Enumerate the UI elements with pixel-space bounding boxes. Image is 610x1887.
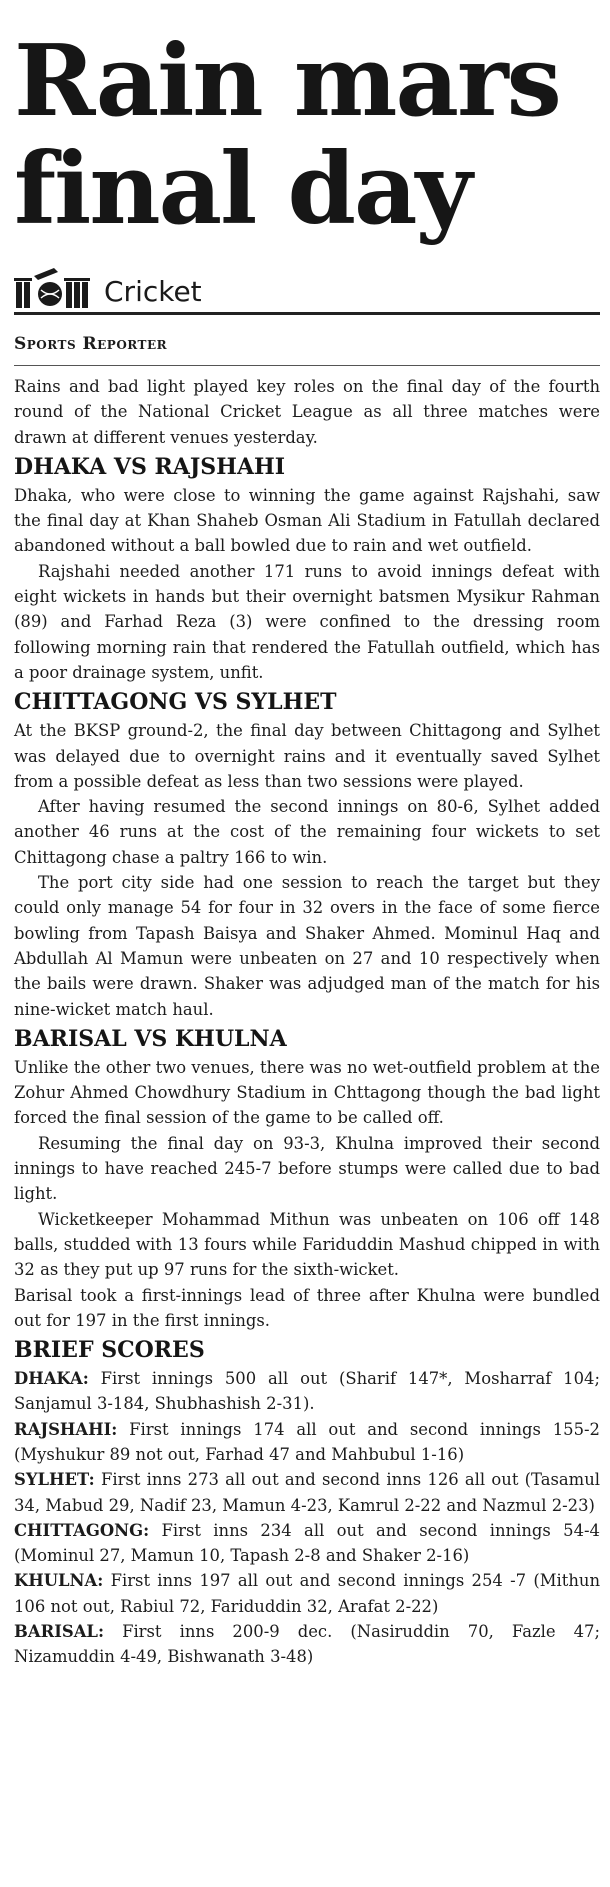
paragraph: Wicketkeeper Mohammad Mithun was unbeaten on 106 off 148 balls, studded with 13 fours while Fariduddin Mashud chipped in with 32 as they put up 97 runs for the sixth-wicket.	[14, 1209, 600, 1280]
score-text: First innings 174 all out and second innings 155-2 (Myshukur 89 not out, Farhad 47 and Mahbubul 1-16)	[14, 1419, 600, 1464]
brief-scores-heading: BRIEF SCORES	[14, 1337, 205, 1364]
score-text: First inns 197 all out and second innings 254 -7 (Mithun 106 not out, Rabiul 72, Fariduddin 32, Arafat 2-22)	[14, 1571, 600, 1616]
score-text: First inns 234 all out and second innings 54-4 (Mominul 27, Mamun 10, Tapash 2-8 and Shaker 2-16)	[14, 1520, 600, 1566]
score-line	[14, 1467, 600, 1518]
paragraph: After having resumed the second innings on 80-6, Sylhet added another 46 runs at the cost of the remaining four wickets to set Chittagong chase a paltry 166 to win.	[14, 797, 600, 867]
score-team: KHULNA:	[14, 1571, 104, 1591]
section-heading-chittagong-sylhet: CHITTAGONG VS SYLHET	[14, 689, 337, 716]
cricket-bat-ball-stumps-icon	[14, 268, 98, 308]
section-rule	[14, 312, 600, 315]
section-heading-barisal-khulna: BARISAL VS KHULNA	[14, 1025, 287, 1052]
score-text: First inns 200-9 dec. (Nasiruddin 70, Fazle 47; Nizamuddin 4-49, Bishwanath 3-48)	[14, 1622, 600, 1667]
score-text: First inns 273 all out and second inns 126 all out (Tasamul 34, Mabud 29, Nadif 23, Mamun 4-23, Kamrul 2-22 and Nazmul 2-23)	[14, 1470, 600, 1515]
paragraph: Dhaka, who were close to winning the game against Rajshahi, saw the final day at Khan Shaheb Osman Ali Stadium in Fatullah declared abandoned without a ball bowled due to rain and wet outfield.	[14, 485, 600, 556]
headline-line-2: final day	[14, 132, 471, 247]
byline-rule	[14, 365, 600, 366]
paragraph: At the BKSP ground-2, the final day between Chittagong and Sylhet was delayed due to overnight rains and it eventually saved Sylhet from a possible defeat as less than two sessions were played.	[14, 721, 600, 791]
score-team: SYLHET:	[14, 1470, 95, 1490]
headline-line-1: Rain mars	[14, 24, 560, 139]
score-line	[14, 1518, 600, 1569]
paragraph: Rajshahi needed another 171 runs to avoid innings defeat with eight wickets in hands but their overnight batsmen Mysikur Rahman (89) and Farhad Reza (3) were confined to the dressing room following morning rain that rendered the Fatullah outfield, which has a poor drainage system, unfit.	[14, 561, 600, 682]
score-team: RAJSHAHI:	[14, 1419, 118, 1439]
score-team: CHITTAGONG:	[14, 1520, 150, 1540]
paragraph: The port city side had one session to reach the target but they could only manage 54 for four in 32 overs in the face of some fierce bowling from Tapash Baisya and Shaker Ahmed. Mominul Haq and Abdullah Al Mamun were unbeaten on 27 and 10 respectively when the bails were drawn. Shaker was adjudged man of the match for his nine-wicket match haul.	[14, 873, 600, 1019]
byline: Sports Reporter	[14, 334, 168, 354]
score-team: DHAKA:	[14, 1369, 89, 1389]
score-line	[14, 1366, 600, 1417]
paragraph: Unlike the other two venues, there was no wet-outfield problem at the Zohur Ahmed Chowdhury Stadium in Chttagong though the bad light forced the final session of the game to be called off.	[14, 1057, 600, 1128]
intro-paragraph: Rains and bad light played key roles on the final day of the fourth round of the National Cricket League as all three matches were drawn at different venues yesterday.	[14, 377, 600, 447]
paragraph: Resuming the final day on 93-3, Khulna improved their second innings to have reached 245-7 before stumps were called due to bad light.	[14, 1133, 600, 1204]
score-line	[14, 1619, 600, 1670]
headline	[14, 24, 600, 247]
section-bar	[14, 268, 600, 308]
score-team: BARISAL:	[14, 1622, 104, 1642]
score-line	[14, 1568, 600, 1619]
score-text: First innings 500 all out (Sharif 147*, Mosharraf 104; Sanjamul 3-184, Shubhashish 2-31).	[14, 1369, 600, 1414]
section-heading-dhaka-rajshahi: DHAKA VS RAJSHAHI	[14, 453, 286, 480]
score-line	[14, 1417, 600, 1468]
section-label: Cricket	[104, 275, 202, 308]
paragraph: Barisal took a first-innings lead of three after Khulna were bundled out for 197 in the first innings.	[14, 1285, 600, 1330]
